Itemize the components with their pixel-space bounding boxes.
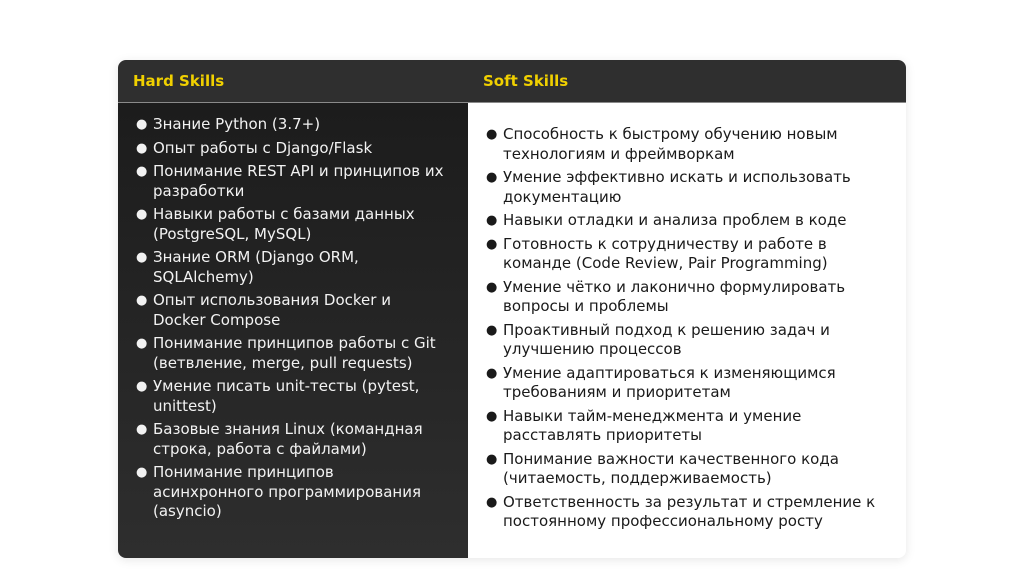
skills-table (118, 60, 906, 558)
bullet-icon: ● (486, 494, 498, 510)
list-item (118, 205, 468, 244)
list-item (468, 364, 906, 403)
list-item-text: Проактивный подход к решению задач и улучшению процессов (503, 320, 830, 358)
bullet-icon: ● (486, 170, 498, 185)
list-item (118, 248, 468, 287)
bullet-icon: ● (136, 140, 148, 156)
list-item-text: Навыки тайм-менеджмента и умение расставлять приоритеты (503, 406, 802, 444)
bullet-icon: ● (136, 117, 148, 132)
table-header (118, 60, 906, 103)
soft-skills-header: Soft Skills (483, 72, 569, 90)
soft-skills-list (468, 125, 906, 532)
list-item (468, 125, 906, 164)
list-item-text: Понимание принципов асинхронного программирования (asyncio) (153, 463, 421, 520)
list-item (468, 407, 906, 446)
list-item-text: Навыки работы с базами данных (PostgreSQL, MySQL) (153, 205, 415, 243)
list-item-text: Умение писать unit-тесты (pytest, unittest) (153, 377, 420, 415)
list-item-text: Опыт использования Docker и Docker Compose (153, 291, 391, 329)
list-item-text: Умение чётко и лаконично формулировать вопросы и проблемы (503, 277, 846, 315)
bullet-icon: ● (486, 322, 498, 338)
bullet-icon: ● (486, 236, 498, 252)
list-item (468, 493, 906, 532)
bullet-icon: ● (136, 207, 148, 222)
list-item-text: Навыки отладки и анализа проблем в коде (503, 211, 847, 229)
list-item (118, 420, 468, 459)
list-item-text: Ответственность за результат и стремление к постоянному профессиональному росту (503, 492, 876, 530)
list-item (118, 463, 468, 522)
list-item (468, 278, 906, 317)
list-item-text: Способность к быстрому обучению новым технологиям и фреймворкам (503, 125, 838, 163)
list-item (118, 291, 468, 330)
bullet-icon: ● (486, 451, 498, 467)
list-item (468, 450, 906, 489)
bullet-icon: ● (136, 293, 148, 308)
list-item-text: Умение эффективно искать и использовать документацию (503, 168, 851, 206)
list-item (118, 377, 468, 416)
bullet-icon: ● (486, 213, 498, 228)
list-item-text: Понимание важности качественного кода (читаемость, поддерживаемость) (503, 449, 839, 487)
list-item-text: Знание ORM (Django ORM, SQLAlchemy) (153, 248, 359, 286)
list-item (118, 139, 468, 159)
list-item (118, 162, 468, 201)
list-item (118, 115, 468, 135)
soft-skills-column (468, 103, 906, 558)
list-item (118, 334, 468, 373)
bullet-icon: ● (486, 279, 498, 295)
list-item (468, 168, 906, 207)
table-body (118, 103, 906, 558)
list-item-text: Умение адаптироваться к изменяющимся требованиям и приоритетам (503, 363, 836, 401)
bullet-icon: ● (136, 465, 148, 480)
bullet-icon: ● (486, 408, 498, 424)
list-item-text: Опыт работы с Django/Flask (153, 138, 373, 157)
bullet-icon: ● (136, 250, 148, 265)
bullet-icon: ● (486, 127, 498, 142)
list-item (468, 321, 906, 360)
list-item-text: Понимание REST API и принципов их разработки (153, 162, 444, 200)
bullet-icon: ● (136, 422, 148, 437)
bullet-icon: ● (136, 336, 148, 351)
hard-skills-header: Hard Skills (133, 72, 225, 90)
list-item-text: Базовые знания Linux (командная строка, работа с файлами) (153, 420, 423, 458)
bullet-icon: ● (136, 379, 148, 394)
hard-skills-column (118, 103, 468, 558)
list-item-text: Знание Python (3.7+) (153, 115, 321, 133)
hard-skills-list (118, 115, 468, 522)
list-item (468, 235, 906, 274)
list-item-text: Понимание принципов работы с Git (ветвление, merge, pull requests) (153, 334, 436, 372)
bullet-icon: ● (136, 164, 148, 179)
list-item (468, 211, 906, 231)
list-item-text: Готовность к сотрудничеству и работе в команде (Code Review, Pair Programming) (503, 234, 828, 272)
bullet-icon: ● (486, 365, 498, 381)
